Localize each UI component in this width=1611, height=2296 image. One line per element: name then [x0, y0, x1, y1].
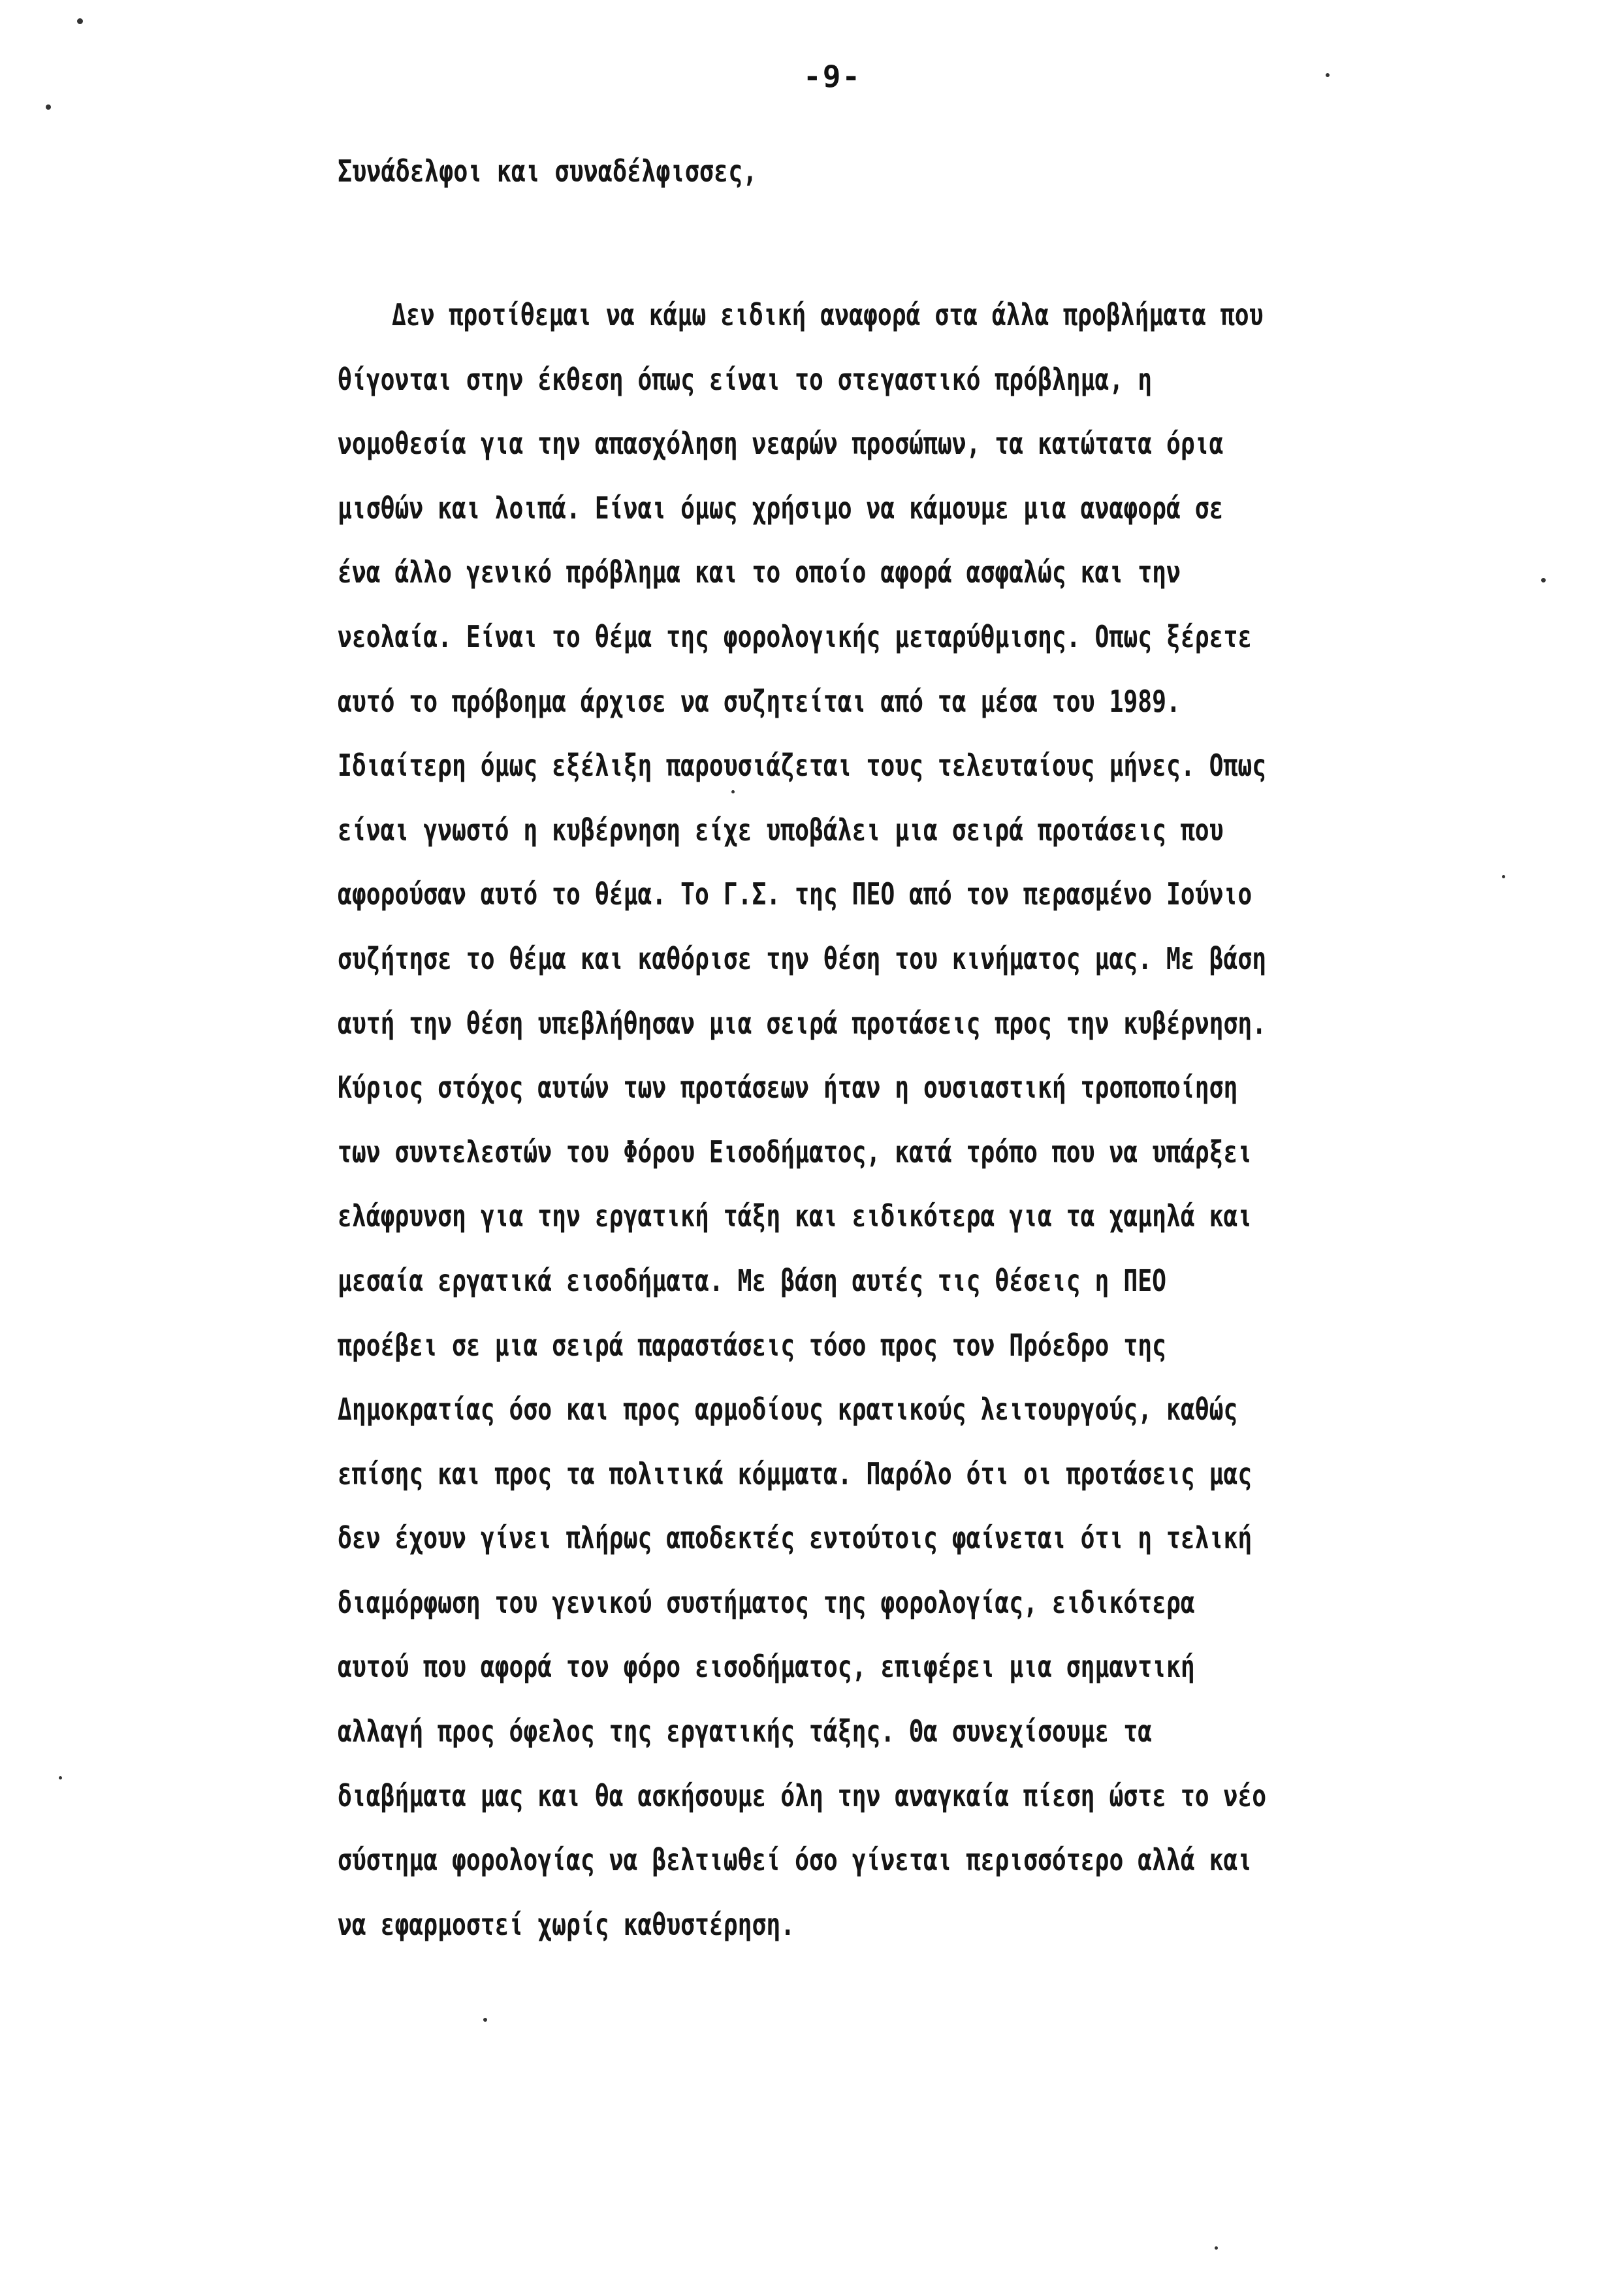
paragraph-line: αφορούσαν αυτό το θέμα. Το Γ.Σ. της ΠΕΟ από τον περασμένο Ιούνιο	[338, 876, 1252, 912]
paragraph-line: προέβει σε μια σειρά παραστάσεις τόσο προς τον Πρόεδρο της	[338, 1327, 1166, 1363]
paragraph-line: αυτό το πρόβοημα άρχισε να συζητείται από τα μέσα του 1989.	[338, 683, 1181, 719]
scan-speck	[483, 2018, 487, 2022]
paragraph-line: σύστημα φορολογίας να βελτιωθεί όσο γίνεται περισσότερο αλλά και	[338, 1842, 1252, 1878]
page-number: -9-	[803, 59, 862, 94]
scan-speck	[731, 790, 735, 793]
paragraph-line: Ιδιαίτερη όμως εξέλιξη παρουσιάζεται τους τελευταίους μήνες. Οπως	[338, 748, 1267, 784]
paragraph-line: είναι γνωστό η κυβέρνηση είχε υποβάλει μια σειρά προτάσεις που	[338, 812, 1224, 848]
paragraph-line: νομοθεσία για την απασχόληση νεαρών προσώπων, τα κατώτατα όρια	[338, 426, 1224, 462]
paragraph-line: θίγονται στην έκθεση όπως είναι το στεγαστικό πρόβλημα, η	[338, 361, 1153, 397]
paragraph-line: αυτού που αφορά τον φόρο εισοδήματος, επιφέρει μια σημαντική	[338, 1649, 1195, 1685]
body-paragraph	[338, 295, 1513, 1969]
paragraph-line: Κύριος στόχος αυτών των προτάσεων ήταν η ουσιαστική τροποποίηση	[338, 1070, 1238, 1106]
scan-speck	[1215, 2246, 1218, 2250]
scan-speck	[77, 18, 83, 24]
scan-speck	[1541, 578, 1546, 582]
scan-speck	[59, 1776, 62, 1779]
paragraph-line: νεολαία. Είναι το θέμα της φορολογικής μεταρύθμισης. Οπως ξέρετε	[338, 618, 1252, 654]
paragraph-line: δεν έχουν γίνει πλήρως αποδεκτές εντούτοις φαίνεται ότι η τελική	[338, 1520, 1252, 1556]
paragraph-line: συζήτησε το θέμα και καθόρισε την θέση του κινήματος μας. Με βάση	[338, 940, 1267, 976]
paragraph-line: Δημοκρατίας όσο και προς αρμοδίους κρατικούς λειτουργούς, καθώς	[338, 1392, 1238, 1427]
paragraph-line: μεσαία εργατικά εισοδήματα. Με βάση αυτές τις θέσεις η ΠΕΟ	[338, 1262, 1166, 1298]
paragraph-line: να εφαρμοστεί χωρίς καθυστέρηση.	[338, 1906, 795, 1942]
paragraph-line: ελάφρυνση για την εργατική τάξη και ειδικότερα για τα χαμηλά και	[338, 1198, 1252, 1234]
paragraph-line: διαμόρφωση του γενικού συστήματος της φορολογίας, ειδικότερα	[338, 1584, 1195, 1620]
paragraph-line: αυτή την θέση υπεβλήθησαν μια σειρά προτάσεις προς την κυβέρνηση.	[338, 1005, 1267, 1041]
paragraph-line: των συντελεστών του Φόρου Εισοδήματος, κατά τρόπο που να υπάρξει	[338, 1134, 1252, 1170]
scan-speck	[1326, 73, 1330, 77]
salutation: Συνάδελφοι και συναδέλφισσες,	[338, 153, 758, 189]
scan-speck	[1502, 875, 1505, 878]
paragraph-line: αλλαγή προς όφελος της εργατικής τάξης. Θα συνεχίσουμε τα	[338, 1714, 1153, 1749]
paragraph-line: Δεν προτίθεμαι να κάμω ειδική αναφορά στα άλλα προβλήματα που	[391, 297, 1264, 332]
paragraph-line: ένα άλλο γενικό πρόβλημα και το οποίο αφορά ασφαλώς και την	[338, 554, 1181, 590]
paragraph-line: μισθών και λοιπά. Είναι όμως χρήσιμο να κάμουμε μια αναφορά σε	[338, 490, 1224, 526]
paragraph-line: επίσης και προς τα πολιτικά κόμματα. Παρόλο ότι οι προτάσεις μας	[338, 1456, 1252, 1491]
paragraph-line: διαβήματα μας και θα ασκήσουμε όλη την αναγκαία πίεση ώστε το νέο	[338, 1778, 1267, 1813]
scan-speck	[46, 104, 51, 110]
